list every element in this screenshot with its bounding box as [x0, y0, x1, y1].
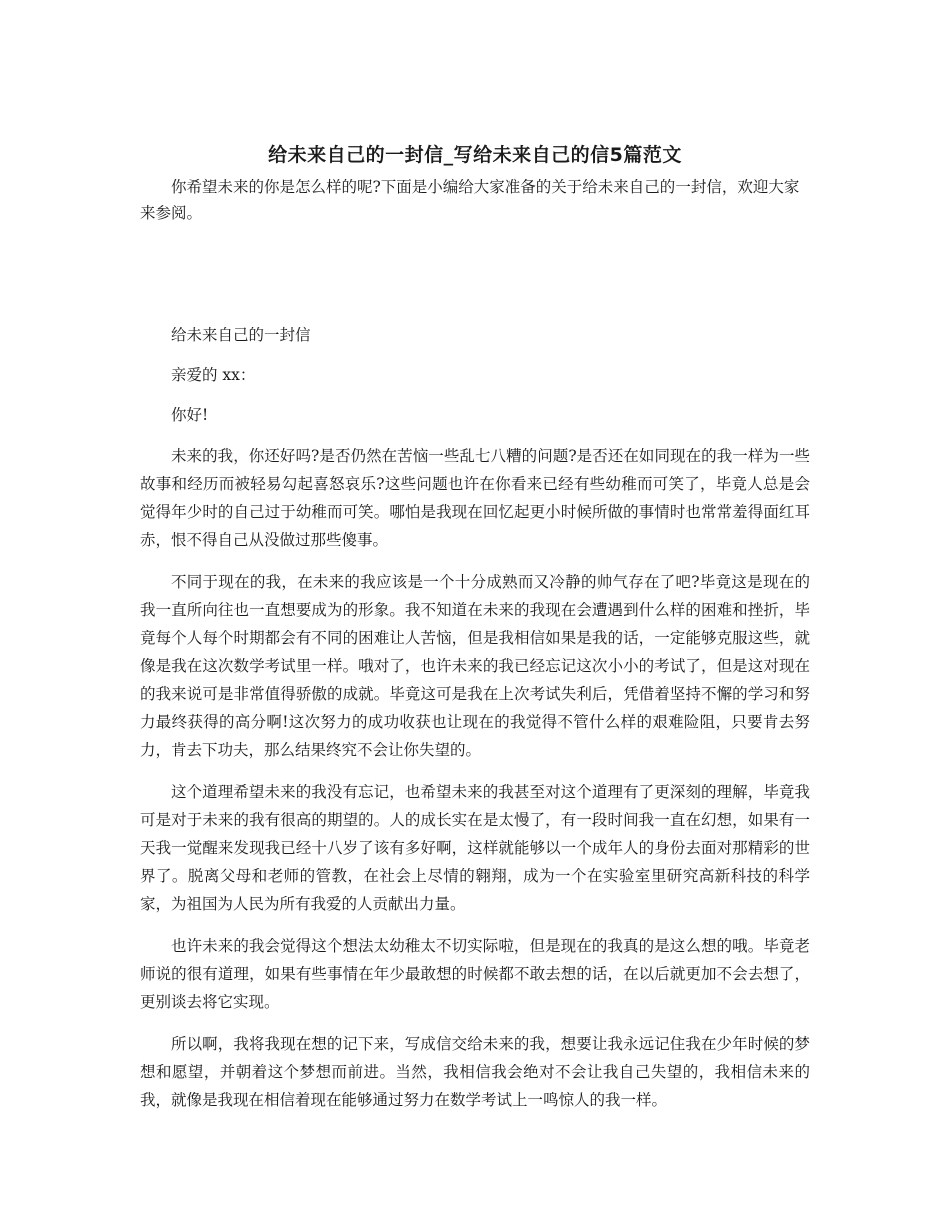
- blank-space: [140, 226, 810, 322]
- body-paragraph-3: 这个道理希望未来的我没有忘记，也希望未来的我甚至对这个道理有了更深刻的理解，毕竟我可是对于未来的我有很高的期望的。人的成长实在是太慢了，有一段时间我一直在幻想，如果有一天我一觉醒来发现我已经十八岁了该有多好啊，这样就能够以一个成年人的身份去面对那精彩的世界了。脱离父母和老师的管教，在社会上尽情的翱翔，成为一个在实验室里研究高新科技的科学家，为祖国为人民为所有我爱的人贡献出力量。: [140, 783, 810, 913]
- body-paragraph-1: 未来的我，你还好吗?是否仍然在苦恼一些乱七八糟的问题?是否还在如同现在的我一样为一些故事和经历而被轻易勾起喜怒哀乐?这些问题也许在你看来已经有些幼稚而可笑了，毕竟人总是会觉得年少时的自己过于幼稚而可笑。哪怕是我现在回忆起更小时候所做的事情时也常常羞得面红耳赤，恨不得自己从没做过那些傻事。: [140, 447, 810, 549]
- letter-heading: 给未来自己的一封信: [171, 326, 311, 344]
- body-paragraph-2: 不同于现在的我，在未来的我应该是一个十分成熟而又冷静的帅气存在了吧?毕竟这是现在的我一直所向往也一直想要成为的形象。我不知道在未来的我现在会遭遇到什么样的困难和挫折，毕竟每个人每个时期都会有不同的困难让人苦恼，但是我相信如果是我的话，一定能够克服这些，就像是我在这次数学考试里一样。哦对了，也许未来的我已经忘记这次小小的考试了，但是这对现在的我来说可是非常值得骄傲的成就。毕竟这可是我在上次考试失利后，凭借着坚持不懈的学习和努力最终获得的高分啊!这次努力的成功收获也让现在的我觉得不管什么样的艰难险阻，只要肯去努力，肯去下功夫，那么结果终究不会让你失望的。: [140, 573, 810, 759]
- document-title: 给未来自己的一封信_写给未来自己的信5篇范文: [268, 144, 682, 166]
- greeting: 你好!: [171, 406, 209, 424]
- document-body: [140, 140, 810, 1114]
- body-paragraph-5: 所以啊，我将我现在想的记下来，写成信交给未来的我，想要让我永远记住我在少年时候的梦想和愿望，并朝着这个梦想而前进。当然，我相信我会绝对不会让我自己失望的，我相信未来的我，就像是我现在相信着现在能够通过努力在数学考试上一鸣惊人的我一样。: [140, 1035, 810, 1109]
- intro-paragraph: 你希望未来的你是怎么样的呢?下面是小编给大家准备的关于给未来自己的一封信，欢迎大家来参阅。: [140, 178, 800, 222]
- body-paragraph-4: 也许未来的我会觉得这个想法太幼稚太不切实际啦，但是现在的我真的是这么想的哦。毕竟老师说的很有道理，如果有些事情在年少最敢想的时候都不敢去想的话，在以后就更加不会去想了，更别谈去将它实现。: [140, 937, 810, 1011]
- salutation: 亲爱的 xx：: [171, 366, 256, 384]
